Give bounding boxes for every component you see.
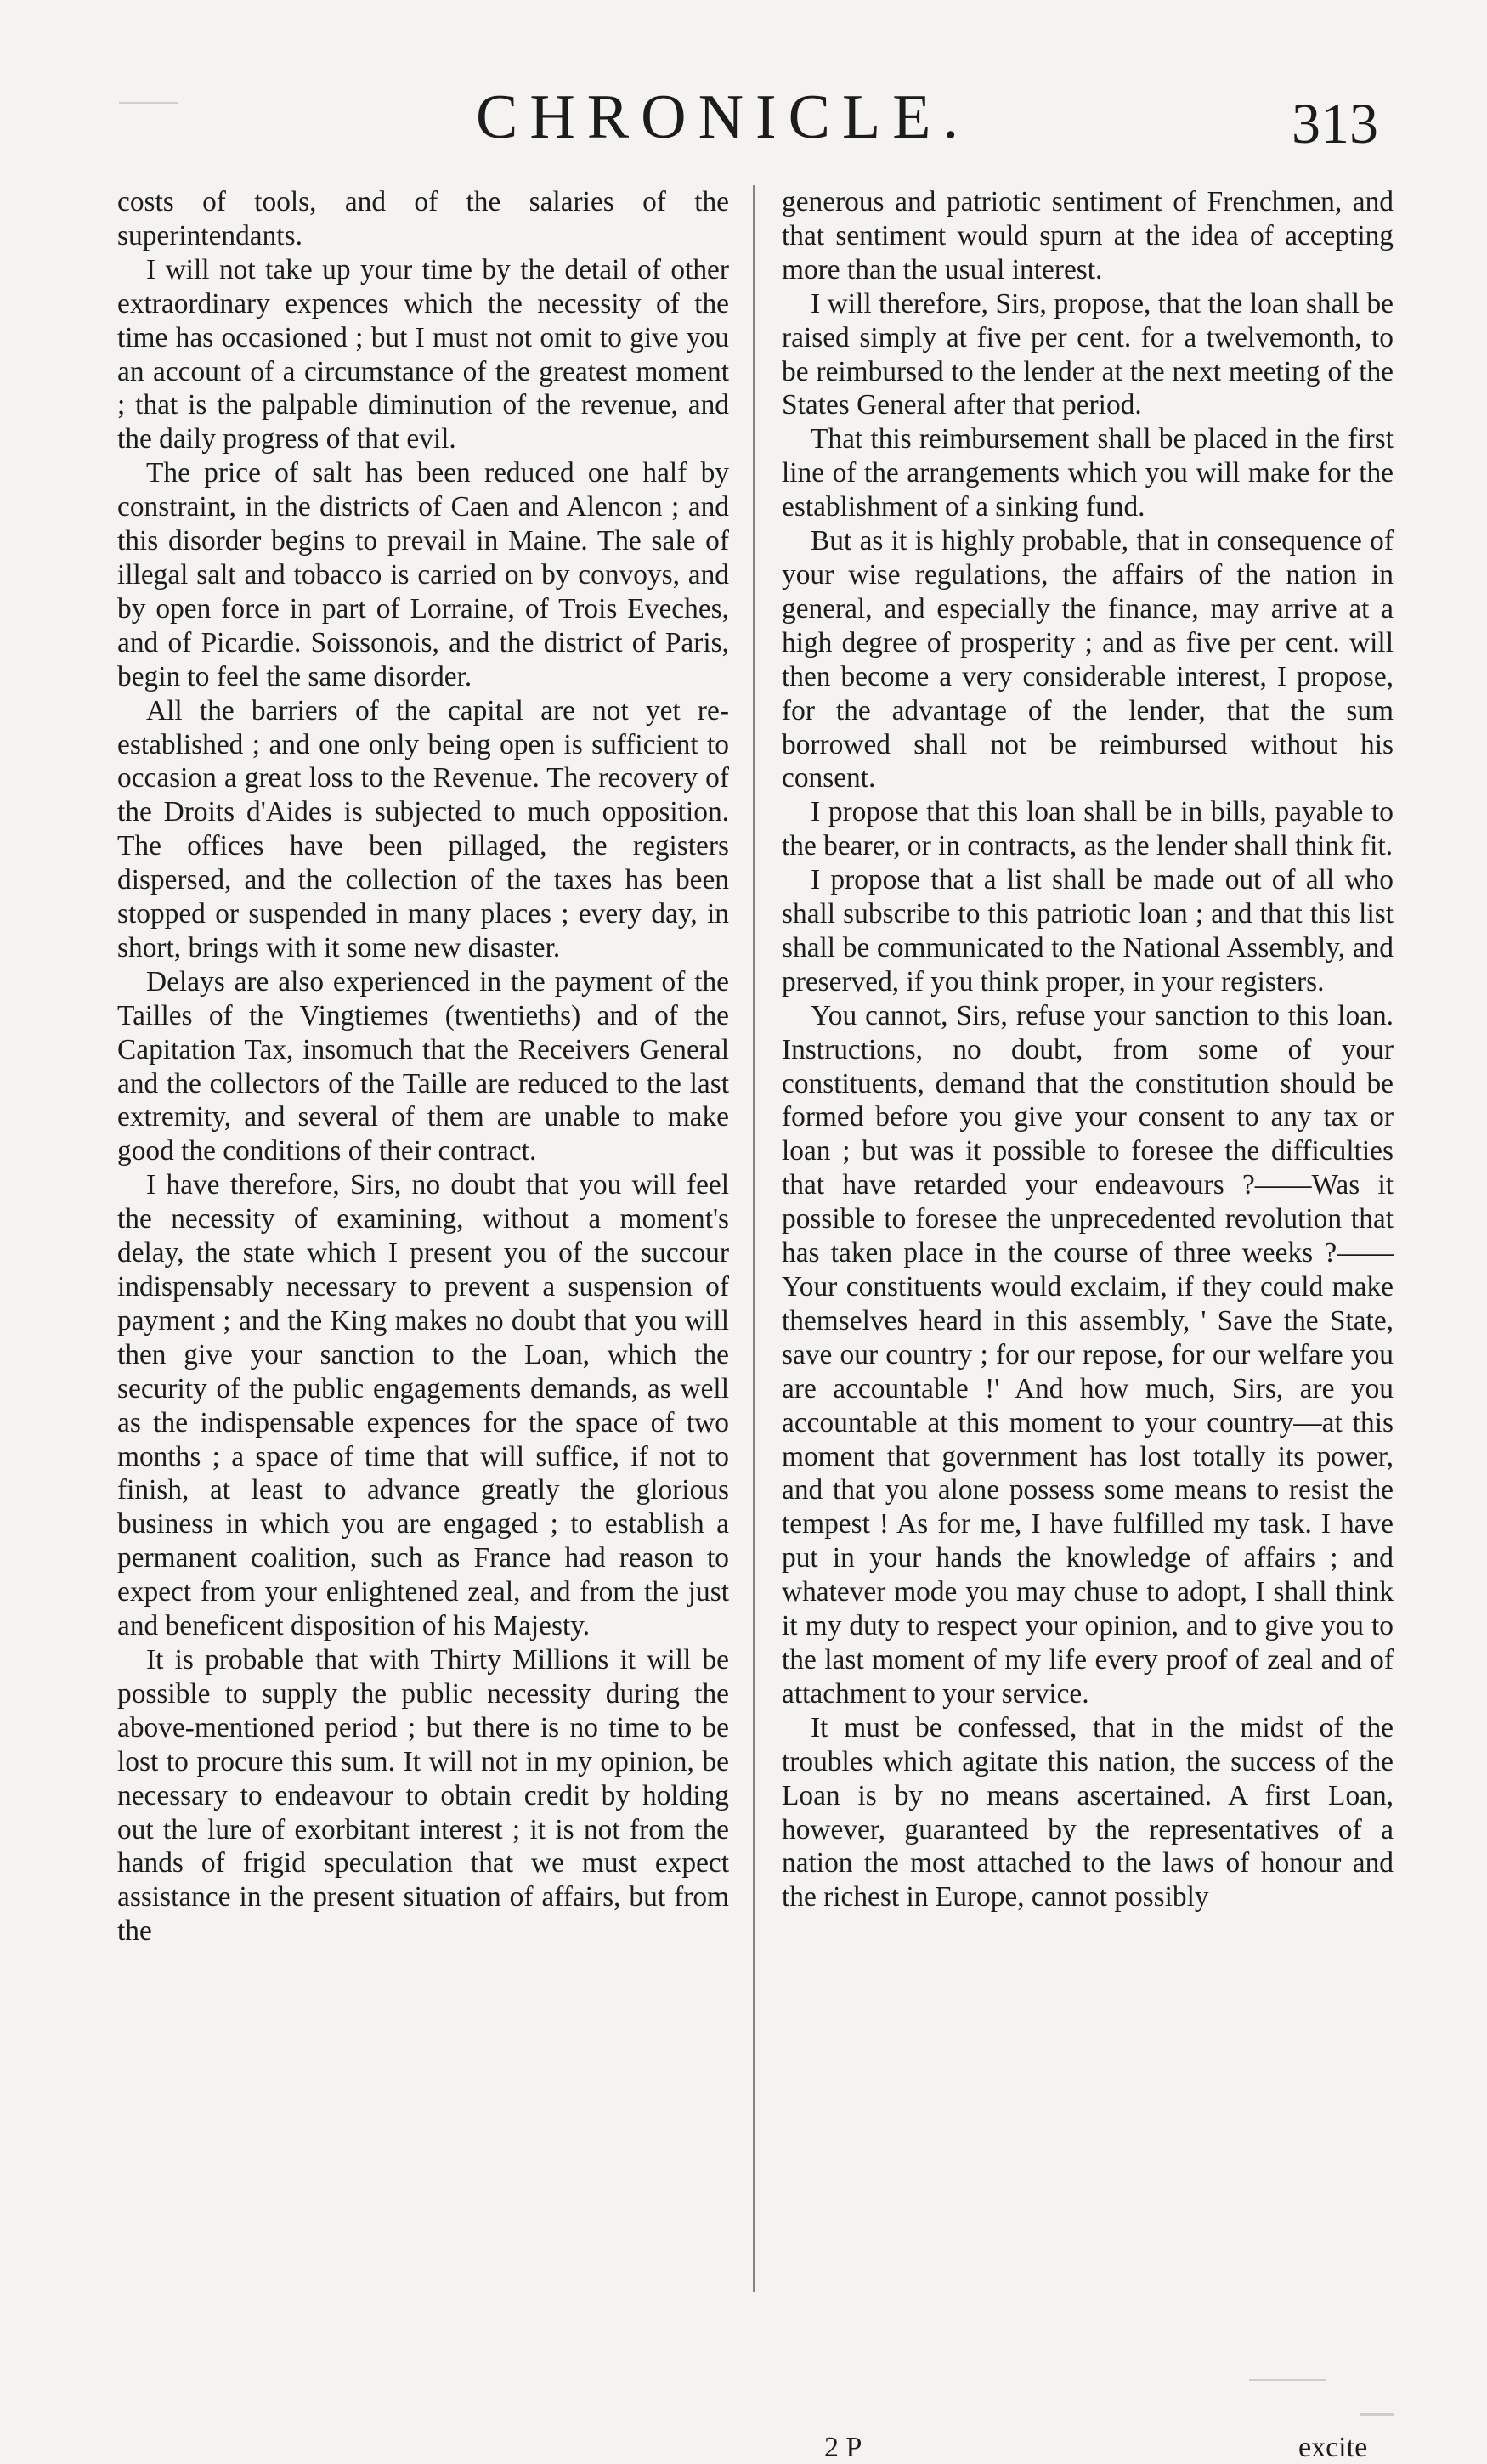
paragraph: That this reimbursement shall be placed in the first line of the arrangements which you will make for the establishment of a sinking fund. <box>782 423 1394 523</box>
column-divider <box>753 185 755 2292</box>
paragraph: I will therefore, Sirs, propose, that the loan shall be raised simply at five per cent. for a twelvemonth, to be reimbursed to the lender at the next meeting of the States General after that period. <box>782 287 1394 421</box>
running-title: CHRONICLE. <box>476 82 970 152</box>
paragraph: You cannot, Sirs, refuse your sanction to this loan. Instructions, no doubt, from some of your constituents, demand that the constitution should be formed before you give your consent to any tax or loan ; but was it possible to foresee the difficulties that have retarded your endeavours ?——Was it possible to foresee the unprecedented revolution that has taken place in the course of three weeks ?——Your constituents would exclaim, if they could make themselves heard in this assembly, ' Save the State, save our country ; for our repose, for our welfare you are accountable !' And how much, Sirs, are you accountable at this moment to your country—at this moment that government has lost totally its power, and that you alone possess some means to resist the tempest ! As for me, I have fulfilled my task. I have put in your hands the knowledge of affairs ; and whatever mode you may chuse to adopt, I shall think it my duty to respect your opinion, and to give you to the last moment of my life every proof of zeal and of attachment to your service. <box>782 999 1394 1710</box>
scan-speck <box>1360 2413 1394 2416</box>
paragraph: Delays are also experienced in the payment of the Tailles of the Vingtiemes (twentieths) and of the Capitation Tax, insomuch that the Receivers General and the collectors of the Taille are reduced to the last extremity, and several of them are unable to make good the conditions of their contract. <box>117 965 729 1167</box>
catchword: excite <box>1298 2432 1368 2463</box>
scan-speck <box>1249 2379 1326 2381</box>
paragraph: I will not take up your time by the detail of other extraordinary expences which the necessity of the time has occasioned ; but I must not omit to give you an account of a circumstance of the greatest moment ; that is the palpable diminution of the revenue, and the daily progress of that evil. <box>117 253 729 455</box>
paragraph: costs of tools, and of the salaries of the superintendants. <box>117 186 729 251</box>
paragraph: The price of salt has been reduced one half by constraint, in the districts of Caen and Alencon ; and this disorder begins to prevail in Maine. The sale of illegal salt and tobacco is carried on by convoys, and by open force in part of Lorraine, of Trois Eveches, and of Picardie. Soissonois, and the district of Paris, begin to feel the same disorder. <box>117 457 729 692</box>
paragraph: It is probable that with Thirty Millions it will be possible to supply the public necessity during the above-mentioned period ; but there is no time to be lost to procure this sum. It will not in my opinion, be necessary to endeavour to obtain credit by holding out the lure of exorbitant interest ; it is not from the hands of frigid speculation that we must expect assistance in the present situation of affairs, but from the <box>117 1643 729 1947</box>
paragraph: I have therefore, Sirs, no doubt that you will feel the necessity of examining, without a moment's delay, the state which I present you of the succour indispensably necessary to prevent a suspension of payment ; and the King makes no doubt that you will then give your sanction to the Loan, which the security of the public engagements demands, as well as the indispensable expences for the space of two months ; a space of time that will suffice, if not to finish, at least to advance greatly the glorious business in which you are engaged ; to establish a permanent coalition, such as France had reason to expect from your enlightened zeal, and from the just and beneficent disposition of his Majesty. <box>117 1169 729 1642</box>
page-number: 313 <box>1292 91 1378 155</box>
paragraph: But as it is highly probable, that in consequence of your wise regulations, the affairs of the nation in general, and especially the finance, may arrive at a high degree of prosperity ; and as five per cent. will then become a very considerable interest, I propose, for the advantage of the lender, that the sum borrowed shall not be reimbursed without his consent. <box>782 525 1394 794</box>
paragraph: generous and patriotic sentiment of Frenchmen, and that sentiment would spurn at the idea of accepting more than the usual interest. <box>782 186 1394 285</box>
paragraph: It must be confessed, that in the midst of the troubles which agitate this nation, the success of the Loan is by no means ascertained. A first Loan, however, guaranteed by the representatives of a nation the most attached to the laws of honour and the richest in Europe, cannot possibly <box>782 1711 1394 1913</box>
paragraph: I propose that this loan shall be in bills, payable to the bearer, or in contracts, as the lender shall think fit. <box>782 796 1394 862</box>
left-column <box>117 185 729 1948</box>
paragraph: All the barriers of the capital are not yet re-established ; and one only being open is sufficient to occasion a great loss to the Revenue. The recovery of the Droits d'Aides is subjected to much opposition. The offices have been pillaged, the registers dispersed, and the collection of the taxes has been stopped or suspended in many places ; every day, in short, brings with it some new disaster. <box>117 694 729 964</box>
scan-speck <box>119 102 178 104</box>
right-column <box>782 185 1394 1914</box>
page-header <box>0 66 1487 177</box>
signature-mark: 2 P <box>824 2432 862 2463</box>
paragraph: I propose that a list shall be made out of all who shall subscribe to this patriotic loan ; and that this list shall be communicated to the National Assembly, and preserved, if you think proper, in your registers. <box>782 864 1394 997</box>
